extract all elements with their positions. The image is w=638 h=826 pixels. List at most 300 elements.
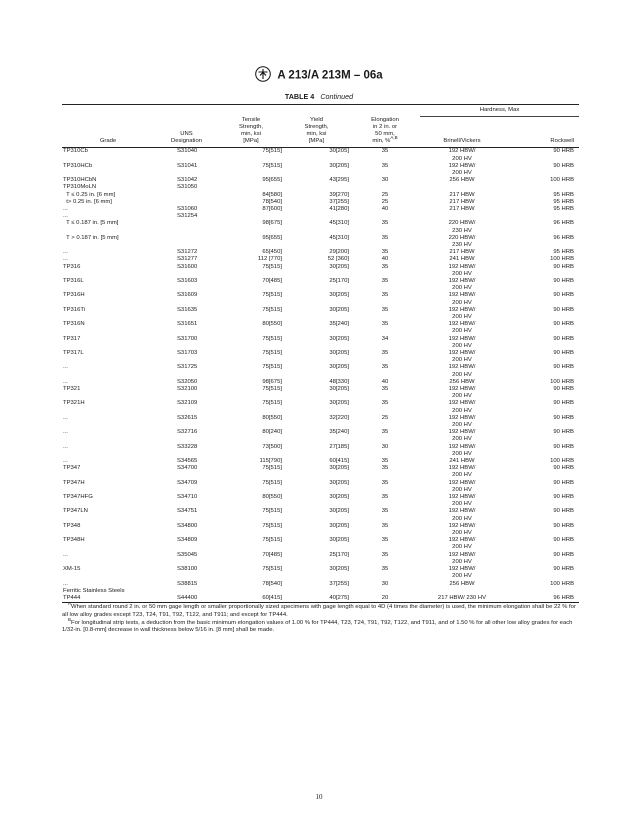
hardness-brinell-cell: 241 HBW bbox=[449, 256, 475, 263]
hardness-brinell-cell: 192 HBW/ 200 HV bbox=[448, 429, 476, 443]
hardness-brinell-cell: 192 HBW/ 200 HV bbox=[448, 465, 476, 479]
hardness-brinell-cell: 192 HBW/ 200 HV bbox=[448, 494, 476, 508]
yield-cell: 29[200] bbox=[329, 249, 349, 256]
elongation-cell: 35 bbox=[381, 522, 389, 529]
elongation-cell: 35 bbox=[381, 234, 389, 241]
hardness-brinell-cell: 217 HBW/ 230 HV bbox=[420, 595, 504, 603]
uns-cell: S31600 bbox=[177, 263, 198, 270]
table-continued-label: Continued bbox=[320, 92, 354, 101]
table-row bbox=[62, 415, 579, 429]
hardness-brinell-cell: 192 HBW/ 200 HV bbox=[448, 508, 476, 522]
hardness-brinell-cell: 192 HBW/ 200 HV bbox=[448, 292, 476, 306]
elongation-cell: 35 bbox=[381, 162, 389, 169]
elongation-cell: 35 bbox=[381, 508, 389, 515]
uns-cell: S34700 bbox=[177, 465, 198, 472]
table-row bbox=[62, 249, 579, 256]
grade-cell: TP348 bbox=[63, 522, 81, 529]
yield-cell: 60[415] bbox=[329, 458, 349, 465]
uns-cell: S32109 bbox=[177, 400, 198, 407]
tensile-header-line: [MPa] bbox=[243, 138, 259, 145]
grade-cell: TP316N bbox=[63, 321, 85, 328]
hardness-rockwell-cell: 90 HRB bbox=[553, 277, 574, 284]
table-row bbox=[62, 163, 579, 177]
yield-cell: 45[310] bbox=[329, 220, 349, 227]
elongation-header-line bbox=[351, 135, 419, 145]
tensile-cell: 80[550] bbox=[262, 494, 282, 501]
hardness-brinell-cell: 192 HBW/ 200 HV bbox=[448, 350, 476, 364]
hardness-rockwell-cell: 90 HRB bbox=[553, 321, 574, 328]
tensile-cell: 75[515] bbox=[262, 465, 282, 472]
elongation-cell: 35 bbox=[381, 277, 389, 284]
elongation-header-text: min, % bbox=[372, 138, 391, 145]
uns-cell bbox=[154, 192, 219, 199]
yield-cell bbox=[283, 588, 350, 595]
tensile-cell: 70[485] bbox=[262, 277, 282, 284]
yield-cell: 52 [360] bbox=[327, 256, 349, 263]
hardness-brinell-cell: 217 HBW bbox=[449, 205, 475, 212]
hardness-rockwell-cell: 95 HRB bbox=[553, 205, 574, 212]
grade-cell: ... bbox=[63, 414, 68, 421]
uns-cell: S32100 bbox=[177, 386, 198, 393]
table-body bbox=[62, 148, 579, 603]
hardness-brinell-cell: 256 HBW bbox=[449, 580, 475, 587]
tensile-header-line: Tensile bbox=[241, 116, 261, 123]
hardness-brinell-cell: 192 HBW/ 200 HV bbox=[448, 306, 476, 320]
table-row bbox=[62, 444, 579, 458]
tensile-cell: 80[550] bbox=[262, 414, 282, 421]
hardness-rockwell-cell: 90 HRB bbox=[553, 292, 574, 299]
elongation-cell: 20 bbox=[350, 595, 420, 603]
hardness-brinell-cell: 192 HBW/ 200 HV bbox=[448, 400, 476, 414]
tensile-cell: 75[515] bbox=[262, 148, 282, 155]
elongation-cell: 30 bbox=[381, 443, 389, 450]
elongation-header bbox=[350, 117, 420, 148]
table-row bbox=[62, 465, 579, 479]
uns-cell: S34565 bbox=[177, 458, 198, 465]
hardness-brinell-cell: 256 HBW bbox=[449, 177, 475, 184]
uns-cell: S34809 bbox=[177, 537, 198, 544]
tensile-cell: 60[415] bbox=[219, 595, 283, 603]
table-row bbox=[62, 177, 579, 184]
document-header bbox=[0, 66, 638, 85]
yield-cell: 35[240] bbox=[329, 429, 349, 436]
tensile-cell: 75[515] bbox=[262, 335, 282, 342]
tensile-cell: 73[500] bbox=[262, 443, 282, 450]
tensile-header-line: min, ksi bbox=[241, 130, 261, 137]
grade-cell: XM-15 bbox=[63, 566, 81, 573]
hardness-brinell-cell: 256 HBW bbox=[449, 378, 475, 385]
hardness-brinell-cell: 192 HBW/ 200 HV bbox=[448, 566, 476, 580]
hardness-rockwell-cell: 90 HRB bbox=[553, 306, 574, 313]
elongation-cell: 35 bbox=[381, 458, 389, 465]
hardness-brinell-cell: 217 HBW bbox=[449, 249, 475, 256]
hardness-brinell-cell: 220 HBW/ 230 HV bbox=[448, 220, 476, 234]
table-row bbox=[62, 566, 579, 580]
uns-cell: S34800 bbox=[177, 522, 198, 529]
yield-cell: 25[170] bbox=[329, 277, 349, 284]
elongation-cell: 35 bbox=[381, 263, 389, 270]
grade-cell: TP347LN bbox=[63, 508, 88, 515]
tensile-cell: 84[580] bbox=[262, 191, 282, 198]
grade-cell: TP347HFG bbox=[63, 494, 93, 501]
yield-cell: 39[270] bbox=[329, 191, 349, 198]
uns-cell: S31635 bbox=[177, 306, 198, 313]
hardness-rockwell-cell: 95 HRB bbox=[553, 198, 574, 205]
elongation-cell: 35 bbox=[381, 220, 389, 227]
table-row bbox=[62, 508, 579, 522]
table-row bbox=[62, 480, 579, 494]
uns-cell: S31700 bbox=[177, 335, 198, 342]
yield-cell: 43[295] bbox=[329, 177, 349, 184]
table-row bbox=[62, 429, 579, 443]
hardness-rockwell-cell: 90 HRB bbox=[553, 400, 574, 407]
elongation-cell bbox=[350, 588, 420, 595]
footnote-mark: B bbox=[68, 616, 72, 622]
uns-cell: S31651 bbox=[177, 321, 198, 328]
grade-cell: ... bbox=[63, 364, 68, 371]
elongation-cell: 30 bbox=[381, 177, 389, 184]
tensile-cell: 112 [770] bbox=[257, 256, 282, 263]
hardness-brinell-cell: 192 HBW/ 200 HV bbox=[448, 414, 476, 429]
hardness-brinell-cell bbox=[420, 588, 504, 595]
table-row bbox=[62, 581, 579, 588]
footnote-a bbox=[62, 601, 579, 619]
elongation-cell: 35 bbox=[381, 400, 389, 407]
grade-cell: TP321 bbox=[63, 386, 81, 393]
uns-cell: S31254 bbox=[177, 213, 198, 220]
yield-header-line: Yield bbox=[310, 116, 323, 123]
yield-cell: 37[255] bbox=[329, 198, 349, 205]
table-row bbox=[62, 552, 579, 566]
page-number: 10 bbox=[315, 793, 323, 801]
table-row bbox=[62, 264, 579, 278]
uns-header bbox=[154, 117, 219, 148]
table-row bbox=[62, 206, 579, 213]
yield-cell: 40[275] bbox=[283, 595, 350, 603]
uns-cell: S34751 bbox=[177, 508, 198, 515]
table-row bbox=[62, 458, 579, 465]
elongation-cell: 35 bbox=[381, 386, 389, 393]
grade-cell: Ferritic Stainless Steels bbox=[63, 587, 125, 594]
uns-cell: S32050 bbox=[177, 378, 198, 385]
uns-cell: S38815 bbox=[177, 580, 198, 587]
grade-cell: ... bbox=[63, 378, 68, 385]
table-row bbox=[62, 400, 579, 414]
uns-cell: S31609 bbox=[177, 292, 198, 299]
elongation-cell: 25 bbox=[381, 198, 389, 205]
uns-cell: S31603 bbox=[177, 277, 198, 284]
yield-cell: 41[280] bbox=[329, 205, 349, 212]
hardness-rockwell-cell: 90 HRB bbox=[553, 414, 574, 421]
uns-cell: S38100 bbox=[177, 566, 198, 573]
table-row bbox=[62, 292, 579, 306]
hardness-brinell-cell: 192 HBW/ 200 HV bbox=[448, 277, 476, 292]
hardness-brinell-cell: 220 HBW/ 230 HV bbox=[448, 234, 476, 248]
hardness-rockwell-cell: 90 HRB bbox=[553, 566, 574, 573]
hardness-rockwell-cell: 90 HRB bbox=[553, 148, 574, 155]
tensile-header bbox=[219, 117, 283, 148]
table-number: TABLE 4 bbox=[284, 92, 315, 101]
table-row bbox=[62, 278, 579, 292]
grade-cell: TP310HCb bbox=[63, 162, 93, 169]
elongation-cell bbox=[350, 213, 420, 220]
footnote-text: When standard round 2 in. or 50 mm gage length or smaller proportionally sized specimens with gage length equal to 4D (4 times the diameter) is used, the minimum elongation shall be 22 % for all low alloy grades except T23, T24, T91, T92, T122, and T911; and except for TP444. bbox=[62, 604, 576, 618]
tensile-cell: 115[790] bbox=[259, 458, 282, 465]
hardness-rockwell-cell bbox=[504, 184, 579, 191]
elongation-cell: 35 bbox=[381, 479, 389, 486]
elongation-cell: 25 bbox=[381, 414, 389, 421]
hardness-rockwell-cell bbox=[504, 213, 579, 220]
hardness-rockwell-cell: 100 HRB bbox=[550, 580, 574, 587]
uns-cell: S31277 bbox=[177, 256, 198, 263]
uns-cell: S31703 bbox=[177, 350, 198, 356]
yield-cell: 37[255] bbox=[329, 580, 349, 587]
tensile-cell: 75[515] bbox=[262, 508, 282, 515]
grade-cell: TP317 bbox=[63, 335, 81, 342]
document-title: A 213/A 213M – 06a bbox=[277, 69, 383, 82]
uns-cell: S31042 bbox=[177, 177, 198, 184]
yield-header bbox=[283, 117, 350, 148]
hardness-brinell-cell: 192 HBW/ 200 HV bbox=[448, 263, 476, 277]
grade-cell: TP321H bbox=[63, 400, 85, 407]
hardness-brinell-cell: 192 HBW/ 200 HV bbox=[448, 321, 476, 335]
hardness-rockwell-cell: 90 HRB bbox=[553, 364, 574, 371]
uns-cell: S32716 bbox=[177, 429, 198, 436]
tensile-cell: 80[550] bbox=[262, 321, 282, 328]
elongation-cell: 25 bbox=[381, 191, 389, 198]
table-row bbox=[62, 494, 579, 508]
yield-cell: 35[240] bbox=[329, 321, 349, 328]
uns-cell: S32615 bbox=[177, 414, 198, 421]
hardness-brinell-cell bbox=[420, 184, 504, 191]
grade-cell: TP317L bbox=[63, 350, 84, 356]
yield-cell bbox=[283, 184, 350, 191]
yield-cell: 30[205] bbox=[329, 494, 349, 501]
hardness-rockwell-cell: 100 HRB bbox=[550, 378, 574, 385]
tensile-cell: 75[515] bbox=[262, 292, 282, 299]
grade-cell: ... bbox=[63, 205, 68, 212]
elongation-cell: 35 bbox=[381, 148, 389, 155]
hardness-rockwell-cell: 90 HRB bbox=[553, 162, 574, 169]
uns-cell: S44400 bbox=[154, 595, 219, 603]
hardness-rockwell-cell: 90 HRB bbox=[553, 537, 574, 544]
hardness-brinell-cell: 192 HBW/ 200 HV bbox=[448, 479, 476, 493]
tensile-cell: 87[600] bbox=[262, 205, 282, 212]
yield-cell: 30[205] bbox=[329, 350, 349, 356]
grade-cell: ... bbox=[63, 213, 68, 220]
grade-cell: TP316H bbox=[63, 292, 85, 299]
table-row bbox=[62, 213, 579, 220]
table-row bbox=[62, 379, 579, 386]
hardness-brinell-cell: 192 HBW/ 200 HV bbox=[448, 335, 476, 349]
yield-cell: 30[205] bbox=[329, 306, 349, 313]
uns-cell: S34709 bbox=[177, 479, 198, 486]
yield-cell: 30[205] bbox=[329, 566, 349, 573]
tensile-cell: 78[540] bbox=[262, 198, 282, 205]
hardness-rockwell-cell: 90 HRB bbox=[553, 522, 574, 529]
hardness-rockwell-cell: 96 HRB bbox=[553, 220, 574, 227]
tensile-cell: 95[655] bbox=[262, 234, 282, 241]
uns-cell bbox=[154, 220, 219, 234]
grade-cell: TP316L bbox=[63, 277, 84, 284]
yield-cell: 45[310] bbox=[329, 234, 349, 241]
yield-header-line: [MPa] bbox=[308, 138, 325, 145]
table-row bbox=[62, 595, 579, 603]
elongation-cell: 35 bbox=[381, 364, 389, 371]
yield-cell: 30[205] bbox=[329, 162, 349, 169]
yield-cell: 30[205] bbox=[329, 479, 349, 486]
hardness-rockwell-cell: 90 HRB bbox=[553, 465, 574, 472]
yield-cell: 48[330] bbox=[329, 378, 349, 385]
hardness-rockwell-cell: 100 HRB bbox=[550, 458, 574, 465]
astm-logo-icon bbox=[255, 66, 271, 85]
elongation-cell: 35 bbox=[381, 537, 389, 544]
elongation-cell: 35 bbox=[381, 551, 389, 558]
yield-cell: 30[205] bbox=[329, 148, 349, 155]
tensile-cell: 75[515] bbox=[262, 537, 282, 544]
tensile-cell: 75[515] bbox=[262, 522, 282, 529]
uns-cell: S35045 bbox=[177, 551, 198, 558]
table-row bbox=[62, 321, 579, 335]
uns-cell: S31041 bbox=[177, 162, 198, 169]
hardness-brinell-cell: 241 HBW bbox=[449, 458, 475, 465]
yield-cell: 30[205] bbox=[329, 292, 349, 299]
yield-cell: 30[205] bbox=[329, 537, 349, 544]
table-row bbox=[62, 220, 579, 234]
yield-cell: 27[185] bbox=[329, 443, 349, 450]
hardness-rockwell-cell: 90 HRB bbox=[553, 386, 574, 393]
hardness-rockwell-cell: 100 HRB bbox=[550, 256, 574, 263]
hardness-rockwell-cell: 90 HRB bbox=[553, 263, 574, 270]
grade-cell: T > 0.187 in. [5 mm] bbox=[63, 234, 119, 241]
grade-cell: TP347 bbox=[63, 465, 81, 472]
table-container bbox=[62, 104, 579, 635]
table-row bbox=[62, 350, 579, 364]
hardness-brinell-cell: 192 HBW/ 200 HV bbox=[448, 537, 476, 551]
grade-cell: ... bbox=[63, 256, 68, 263]
hardness-brinell-cell bbox=[420, 213, 504, 220]
yield-cell: 30[205] bbox=[329, 465, 349, 472]
tensile-cell: 75[515] bbox=[262, 162, 282, 169]
elongation-cell: 35 bbox=[381, 429, 389, 436]
table-row bbox=[62, 537, 579, 551]
tensile-cell: 98[675] bbox=[262, 378, 282, 385]
hardness-rockwell-cell bbox=[504, 588, 579, 595]
table-row bbox=[62, 148, 579, 163]
uns-cell: S31725 bbox=[177, 364, 198, 371]
elongation-header-line: 50 mm, bbox=[375, 130, 395, 137]
grade-cell: ... bbox=[63, 443, 68, 450]
hardness-brinell-cell: 192 HBW/ 200 HV bbox=[448, 364, 476, 378]
yield-cell: 30[205] bbox=[329, 522, 349, 529]
footnote-text: For longitudinal strip tests, a deduction from the basic minimum elongation values of 1.00 % for TP444, T23, T24, T91, T92, T122, and T911, and of 1.50 % for all other low alloy grades for each 1/32-in. [0.8-mm] decrease in wall thickness below 5/16 in. [8 mm] shall be made. bbox=[62, 619, 573, 634]
table-row bbox=[62, 199, 579, 206]
grade-cell: t> 0.25 in. [6 mm] bbox=[63, 198, 112, 205]
tensile-cell: 75[515] bbox=[262, 306, 282, 313]
hardness-brinell-cell: 192 HBW/ 200 HV bbox=[448, 148, 476, 162]
tensile-cell: 75[515] bbox=[262, 386, 282, 393]
uns-cell: S31050 bbox=[177, 184, 198, 191]
hardness-rockwell-cell: 90 HRB bbox=[553, 494, 574, 501]
yield-cell: 30[205] bbox=[329, 400, 349, 407]
grade-cell: ... bbox=[63, 551, 68, 558]
grade-cell: TP347H bbox=[63, 479, 85, 486]
table-row bbox=[62, 386, 579, 400]
yield-cell: 30[205] bbox=[329, 508, 349, 515]
hardness-rockwell-cell: 90 HRB bbox=[553, 551, 574, 558]
brinell-header: Brinell/Vickers bbox=[420, 117, 504, 148]
hardness-brinell-cell: 192 HBW/ 200 HV bbox=[448, 551, 476, 565]
rockwell-header: Rockwell bbox=[504, 117, 579, 148]
hardness-rockwell-cell: 90 HRB bbox=[553, 443, 574, 450]
grade-cell: TP310MoLN bbox=[63, 184, 97, 191]
yield-cell: 30[205] bbox=[329, 386, 349, 393]
uns-cell: S31040 bbox=[177, 148, 198, 155]
tensile-cell bbox=[219, 184, 283, 191]
tensile-cell: 75[515] bbox=[262, 566, 282, 573]
tensile-cell: 75[515] bbox=[262, 350, 282, 356]
elongation-cell: 35 bbox=[381, 292, 389, 299]
table-row bbox=[62, 192, 579, 199]
grade-cell: TP310Cb bbox=[63, 148, 88, 155]
grade-cell: ... bbox=[63, 429, 68, 436]
tensile-cell bbox=[219, 213, 283, 220]
yield-header-line: min, ksi bbox=[306, 130, 327, 137]
elongation-cell: 30 bbox=[381, 580, 389, 587]
grade-cell: T ≤ 0.25 in. [6 mm] bbox=[63, 191, 116, 198]
uns-cell bbox=[154, 588, 219, 595]
tensile-cell: 70[485] bbox=[262, 551, 282, 558]
elongation-cell: 35 bbox=[381, 350, 389, 356]
table-row bbox=[62, 307, 579, 321]
uns-cell: S31272 bbox=[177, 249, 198, 256]
table-row bbox=[62, 184, 579, 191]
table-row bbox=[62, 364, 579, 378]
elongation-cell: 40 bbox=[381, 256, 389, 263]
table-row bbox=[62, 336, 579, 350]
uns-cell: S33228 bbox=[177, 443, 198, 450]
hardness-rockwell-cell: 96 HRB bbox=[553, 234, 574, 241]
uns-cell: S34710 bbox=[177, 494, 198, 501]
table-row bbox=[62, 256, 579, 263]
elongation-cell: 40 bbox=[381, 205, 389, 212]
grade-cell: TP310HCbN bbox=[63, 177, 97, 184]
grade-cell: ... bbox=[63, 580, 68, 587]
uns-cell bbox=[154, 199, 219, 206]
tensile-cell: 98[675] bbox=[262, 220, 282, 227]
elongation-cell: 35 bbox=[381, 494, 389, 501]
hardness-rockwell-cell: 90 HRB bbox=[553, 335, 574, 342]
hardness-brinell-cell: 217 HBW bbox=[449, 198, 475, 205]
table-row bbox=[62, 523, 579, 537]
tensile-cell: 75[515] bbox=[262, 479, 282, 486]
elongation-cell bbox=[350, 184, 420, 191]
tensile-cell: 65[450] bbox=[262, 249, 282, 256]
elongation-cell: 35 bbox=[381, 321, 389, 328]
hardness-brinell-cell: 192 HBW/ 200 HV bbox=[448, 162, 476, 176]
tensile-cell: 75[515] bbox=[262, 263, 282, 270]
uns-header-line: Designation bbox=[170, 138, 203, 145]
hardness-brinell-cell: 192 HBW/ 200 HV bbox=[448, 386, 476, 400]
yield-header-line: Strength, bbox=[304, 123, 329, 130]
grade-cell: TP348H bbox=[63, 537, 85, 544]
elongation-header-line: Elongation bbox=[371, 116, 399, 123]
grade-cell: T ≤ 0.187 in. [5 mm] bbox=[63, 220, 119, 227]
tensile-cell: 95[655] bbox=[262, 177, 282, 184]
footnote-b bbox=[62, 616, 579, 635]
footnote-marks: A,B bbox=[390, 135, 398, 141]
footnote-mark: A bbox=[68, 601, 72, 607]
